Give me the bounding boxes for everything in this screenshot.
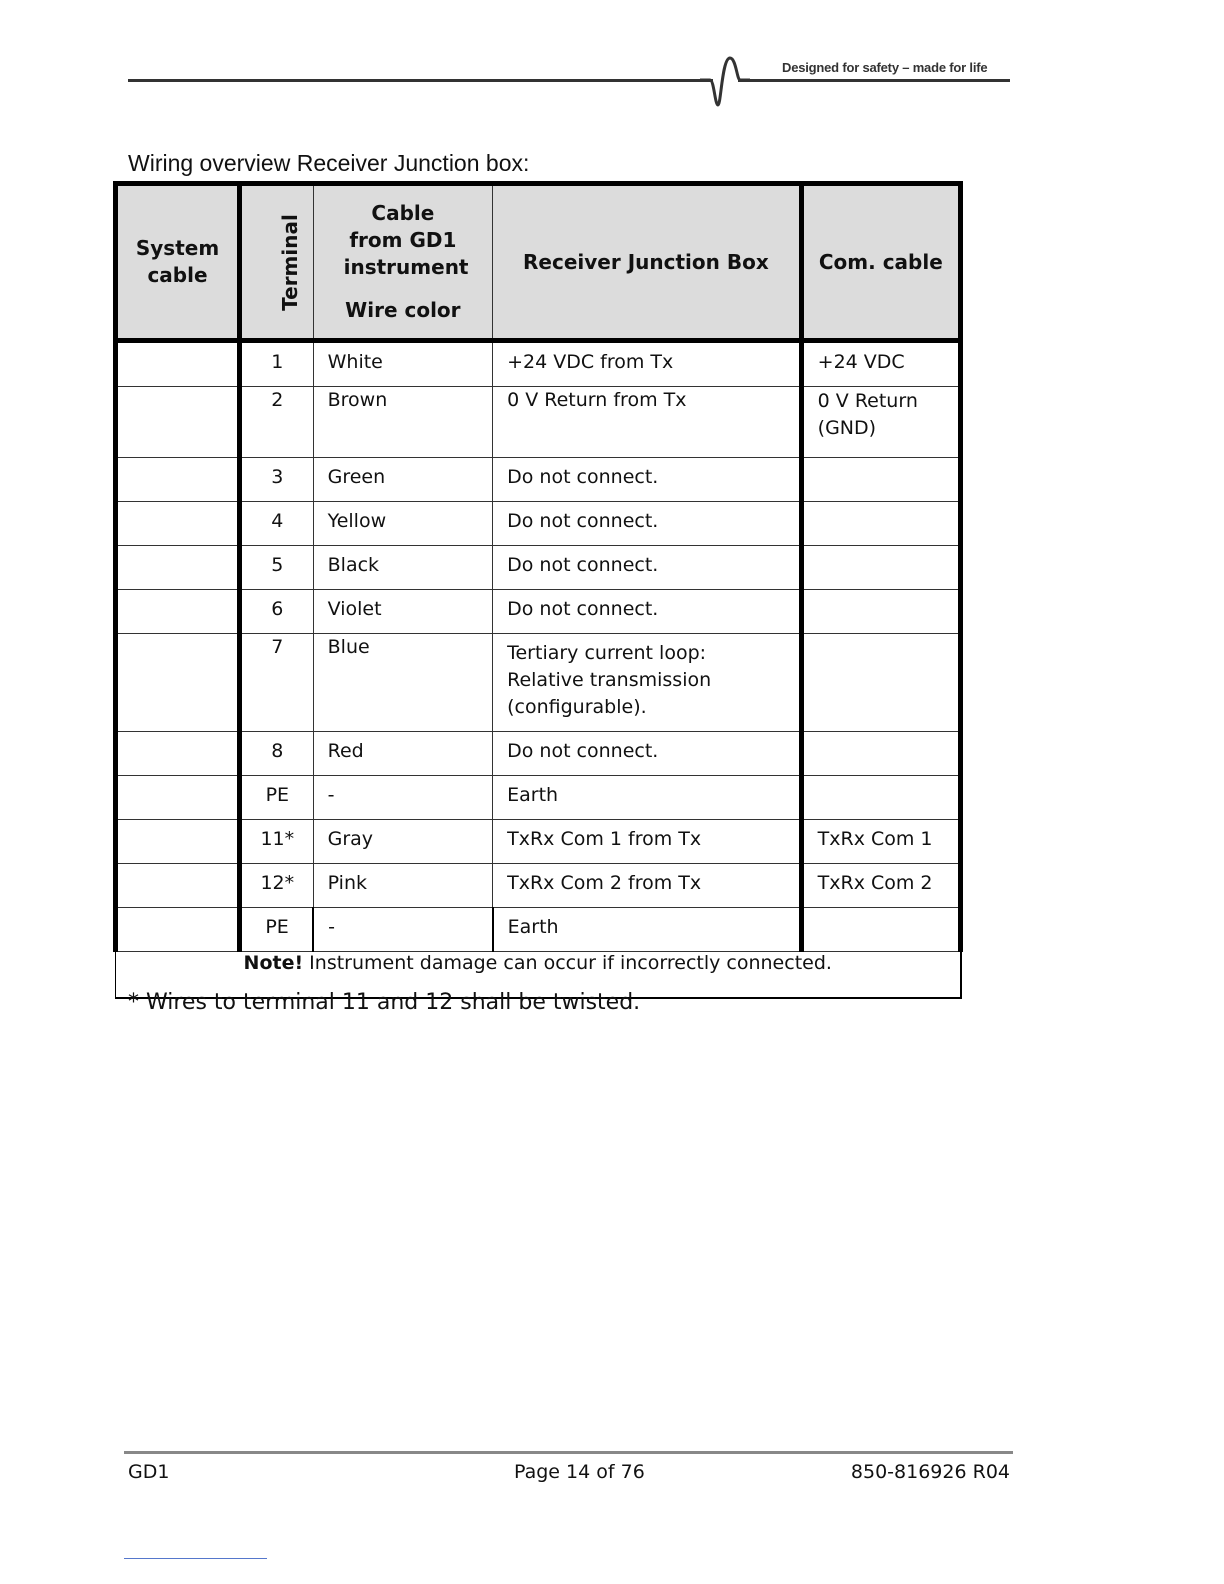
cell-terminal: 3 bbox=[240, 458, 314, 502]
cell-rjb: Do not connect. bbox=[493, 502, 802, 546]
cell-com-cable bbox=[801, 502, 960, 546]
cell-com-cable: TxRx Com 1 bbox=[801, 820, 960, 864]
cell-system bbox=[116, 546, 240, 590]
cell-wire-color: - bbox=[313, 908, 492, 952]
footer-doc-number: 850-816926 R04 bbox=[850, 1461, 1010, 1483]
cell-system bbox=[116, 387, 240, 458]
cell-terminal: 2 bbox=[240, 387, 314, 458]
cell-wire-color: Violet bbox=[313, 590, 492, 634]
header-com-cable: Com. cable bbox=[801, 184, 960, 341]
cell-terminal: 5 bbox=[240, 546, 314, 590]
cell-wire-color: Blue bbox=[313, 634, 492, 732]
cell-system bbox=[116, 590, 240, 634]
footer-page-number: Page 14 of 76 bbox=[514, 1461, 645, 1483]
cell-rjb: TxRx Com 2 from Tx bbox=[493, 864, 802, 908]
cell-terminal: PE bbox=[240, 776, 314, 820]
cell-com-cable bbox=[801, 908, 960, 952]
cell-com-cable bbox=[801, 634, 960, 732]
cell-system bbox=[116, 864, 240, 908]
cell-terminal: 12* bbox=[240, 864, 314, 908]
cell-com-cable: +24 VDC bbox=[801, 341, 960, 387]
table-row bbox=[116, 590, 961, 634]
footnote-separator bbox=[124, 1558, 267, 1559]
cell-system bbox=[116, 458, 240, 502]
footer-product: GD1 bbox=[128, 1461, 170, 1483]
cell-rjb: Do not connect. bbox=[493, 732, 802, 776]
header-terminal bbox=[240, 184, 314, 341]
cell-rjb: +24 VDC from Tx bbox=[493, 341, 802, 387]
cell-rjb: Earth bbox=[493, 776, 802, 820]
cell-system bbox=[116, 341, 240, 387]
cell-wire-color: Red bbox=[313, 732, 492, 776]
cell-terminal: 7 bbox=[240, 634, 314, 732]
cell-com-cable: TxRx Com 2 bbox=[801, 864, 960, 908]
cell-rjb: Tertiary current loop: Relative transmission (configurable). bbox=[493, 634, 802, 732]
cell-com-cable: 0 V Return (GND) bbox=[801, 387, 960, 458]
cell-rjb: Do not connect. bbox=[493, 546, 802, 590]
cell-rjb: Do not connect. bbox=[493, 458, 802, 502]
cell-wire-color: Yellow bbox=[313, 502, 492, 546]
cell-terminal: 1 bbox=[240, 341, 314, 387]
cell-wire-color: Black bbox=[313, 546, 492, 590]
header-wire-color-label: Wire color bbox=[345, 298, 461, 322]
cell-system bbox=[116, 908, 240, 952]
cell-com-cable bbox=[801, 546, 960, 590]
cell-wire-color: - bbox=[313, 776, 492, 820]
cell-system bbox=[116, 502, 240, 546]
table-row bbox=[116, 502, 961, 546]
cell-system bbox=[116, 732, 240, 776]
header-rule-right bbox=[738, 79, 1010, 82]
cell-com-cable bbox=[801, 458, 960, 502]
cell-wire-color: Brown bbox=[313, 387, 492, 458]
header-tagline: Designed for safety – made for life bbox=[782, 60, 988, 75]
cell-system bbox=[116, 776, 240, 820]
cell-wire-color: Green bbox=[313, 458, 492, 502]
header-receiver-junction-box: Receiver Junction Box bbox=[493, 184, 802, 341]
table-row bbox=[116, 387, 961, 458]
header-rule-left bbox=[128, 79, 713, 82]
header-terminal-label: Terminal bbox=[277, 213, 302, 311]
cell-rjb: TxRx Com 1 from Tx bbox=[493, 820, 802, 864]
note-text: Instrument damage can occur if incorrectly connected. bbox=[303, 952, 832, 974]
cell-rjb: Do not connect. bbox=[493, 590, 802, 634]
table-row bbox=[116, 634, 961, 732]
cell-system bbox=[116, 820, 240, 864]
table-row bbox=[116, 458, 961, 502]
header-system-cable: System cable bbox=[116, 184, 240, 341]
footer-rule bbox=[124, 1451, 1013, 1454]
cell-wire-color: Gray bbox=[313, 820, 492, 864]
table-row bbox=[116, 820, 961, 864]
cell-system bbox=[116, 634, 240, 732]
table-row bbox=[116, 908, 961, 952]
cell-rjb: Earth bbox=[493, 908, 802, 952]
cell-com-cable bbox=[801, 732, 960, 776]
table-row bbox=[116, 864, 961, 908]
cell-com-cable bbox=[801, 776, 960, 820]
header-cable-from bbox=[313, 184, 492, 341]
cell-terminal: 8 bbox=[240, 732, 314, 776]
table-header-row bbox=[116, 184, 961, 341]
note-label: Note! bbox=[243, 952, 304, 974]
cell-terminal: 6 bbox=[240, 590, 314, 634]
table-row bbox=[116, 341, 961, 387]
footnote: * Wires to terminal 11 and 12 shall be twisted. bbox=[128, 990, 641, 1015]
wiring-table bbox=[113, 181, 963, 999]
cell-terminal: 11* bbox=[240, 820, 314, 864]
table-row bbox=[116, 546, 961, 590]
table-row bbox=[116, 776, 961, 820]
section-title: Wiring overview Receiver Junction box: bbox=[128, 150, 530, 176]
header-cable-from-label: Cable from GD1 instrument bbox=[343, 201, 469, 279]
cell-wire-color: Pink bbox=[313, 864, 492, 908]
cell-terminal: PE bbox=[240, 908, 314, 952]
cell-rjb: 0 V Return from Tx bbox=[493, 387, 802, 458]
table-row bbox=[116, 732, 961, 776]
cell-terminal: 4 bbox=[240, 502, 314, 546]
cell-wire-color: White bbox=[313, 341, 492, 387]
cell-com-cable bbox=[801, 590, 960, 634]
